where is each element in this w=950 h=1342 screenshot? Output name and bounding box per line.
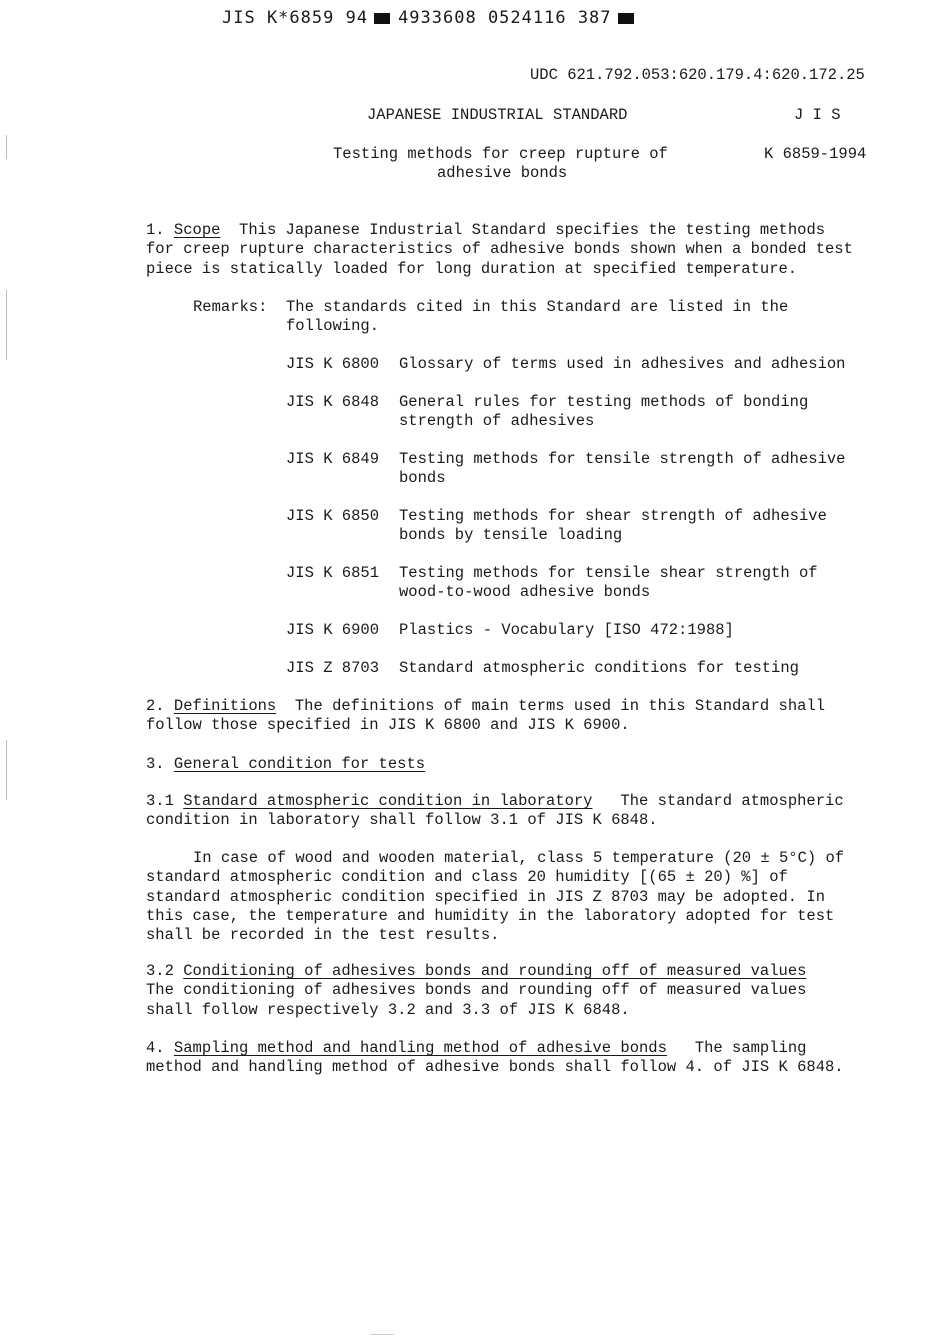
scan-block-mark bbox=[618, 13, 634, 24]
scan-block-mark bbox=[374, 13, 390, 24]
section-text: follow those specified in JIS K 6800 and JIS K 6900. bbox=[146, 716, 630, 735]
section-general-condition bbox=[146, 755, 876, 774]
section-text: The standard atmospheric bbox=[620, 792, 844, 810]
paragraph-line: standard atmospheric condition specified in JIS Z 8703 may be adopted. In bbox=[146, 887, 826, 906]
document-title-line2: adhesive bonds bbox=[437, 164, 568, 182]
reference-title-line: Testing methods for tensile strength of adhesive bbox=[399, 450, 846, 468]
section-text: The sampling bbox=[694, 1039, 807, 1057]
remarks-text bbox=[286, 298, 788, 337]
remarks-label: Remarks: bbox=[193, 298, 268, 316]
remarks-line: The standards cited in this Standard are listed in the bbox=[286, 298, 789, 316]
reference-title bbox=[399, 507, 859, 545]
section-number: 3. bbox=[146, 755, 165, 773]
reference-title bbox=[399, 564, 859, 602]
reference-title-line: Glossary of terms used in adhesives and adhesion bbox=[399, 355, 846, 373]
section-text: for creep rupture characteristics of adhesive bonds shown when a bonded test bbox=[146, 240, 853, 259]
paragraph-line: shall be recorded in the test results. bbox=[146, 926, 500, 945]
section-3-2 bbox=[146, 962, 876, 1020]
reference-title bbox=[399, 450, 859, 488]
scan-header-code: JIS K*6859 94 bbox=[222, 8, 369, 28]
reference-title-line: bonds by tensile loading bbox=[399, 526, 623, 544]
paragraph-line: this case, the temperature and humidity in the laboratory adopted for test bbox=[146, 906, 835, 925]
section-3-1-paragraph bbox=[146, 849, 876, 945]
scan-margin-mark bbox=[6, 740, 7, 800]
reference-code: JIS K 6800 bbox=[286, 355, 380, 373]
section-text: The conditioning of adhesives bonds and rounding off of measured values bbox=[146, 981, 807, 1000]
reference-code: JIS K 6851 bbox=[286, 564, 380, 582]
reference-code: JIS K 6849 bbox=[286, 450, 380, 468]
section-heading: Conditioning of adhesives bonds and rounding off of measured values bbox=[183, 962, 807, 980]
section-text: The definitions of main terms used in this Standard shall bbox=[294, 697, 826, 715]
section-text: piece is statically loaded for long duration at specified temperature. bbox=[146, 259, 798, 278]
reference-code: JIS K 6850 bbox=[286, 507, 380, 525]
section-text: shall follow respectively 3.2 and 3.3 of JIS K 6848. bbox=[146, 1000, 630, 1019]
section-3-1 bbox=[146, 792, 876, 831]
reference-title bbox=[399, 355, 859, 374]
reference-title-line: wood-to-wood adhesive bonds bbox=[399, 583, 651, 601]
section-text: condition in laboratory shall follow 3.1 of JIS K 6848. bbox=[146, 811, 658, 830]
scan-margin-mark bbox=[6, 290, 7, 360]
section-heading: Definitions bbox=[173, 697, 277, 715]
reference-title bbox=[399, 393, 859, 431]
section-text: method and handling method of adhesive bonds shall follow 4. of JIS K 6848. bbox=[146, 1058, 844, 1077]
remarks-line: following. bbox=[286, 317, 380, 336]
reference-title-line: General rules for testing methods of bonding bbox=[399, 393, 809, 411]
paragraph-line: In case of wood and wooden material, class 5 temperature (20 ± 5°C) of bbox=[193, 849, 845, 867]
scan-header-number: 4933608 0524116 387 bbox=[398, 8, 612, 28]
scan-margin-mark bbox=[6, 135, 7, 159]
reference-code: JIS K 6848 bbox=[286, 393, 380, 411]
section-heading: Standard atmospheric condition in laboratory bbox=[183, 792, 593, 810]
standard-number: K 6859-1994 bbox=[764, 145, 867, 163]
section-number: 3.1 bbox=[146, 792, 174, 810]
section-scope bbox=[146, 221, 876, 279]
reference-title-line: Testing methods for shear strength of adhesive bbox=[399, 507, 827, 525]
reference-title-line: Testing methods for tensile shear strength of bbox=[399, 564, 818, 582]
reference-title bbox=[399, 621, 859, 640]
reference-title-line: Standard atmospheric conditions for testing bbox=[399, 659, 799, 677]
reference-title-line: strength of adhesives bbox=[399, 412, 595, 430]
section-heading: Sampling method and handling method of adhesive bonds bbox=[173, 1039, 667, 1057]
reference-code: JIS K 6900 bbox=[286, 621, 380, 639]
section-sampling bbox=[146, 1039, 876, 1078]
standard-type: JAPANESE INDUSTRIAL STANDARD bbox=[367, 106, 628, 124]
reference-title bbox=[399, 659, 859, 678]
reference-title-line: bonds bbox=[399, 469, 446, 487]
udc-code: UDC 621.792.053:620.179.4:620.172.25 bbox=[530, 66, 865, 84]
jis-mark: J I S bbox=[794, 106, 841, 124]
section-text: This Japanese Industrial Standard specifies the testing methods bbox=[239, 221, 826, 239]
section-heading: Scope bbox=[173, 221, 221, 239]
section-number: 2. bbox=[146, 697, 165, 715]
document-title-line1: Testing methods for creep rupture of bbox=[333, 145, 668, 163]
reference-code: JIS Z 8703 bbox=[286, 659, 380, 677]
section-number: 4. bbox=[146, 1039, 165, 1057]
section-definitions bbox=[146, 697, 876, 736]
section-number: 3.2 bbox=[146, 962, 174, 980]
reference-title-line: Plastics - Vocabulary [ISO 472:1988] bbox=[399, 621, 734, 639]
section-heading: General condition for tests bbox=[173, 755, 426, 773]
paragraph-line: standard atmospheric condition and class 20 humidity [(65 ± 20) %] of bbox=[146, 868, 788, 887]
scan-header bbox=[222, 8, 642, 28]
section-number: 1. bbox=[146, 221, 165, 239]
scan-bottom-mark bbox=[370, 1334, 394, 1335]
